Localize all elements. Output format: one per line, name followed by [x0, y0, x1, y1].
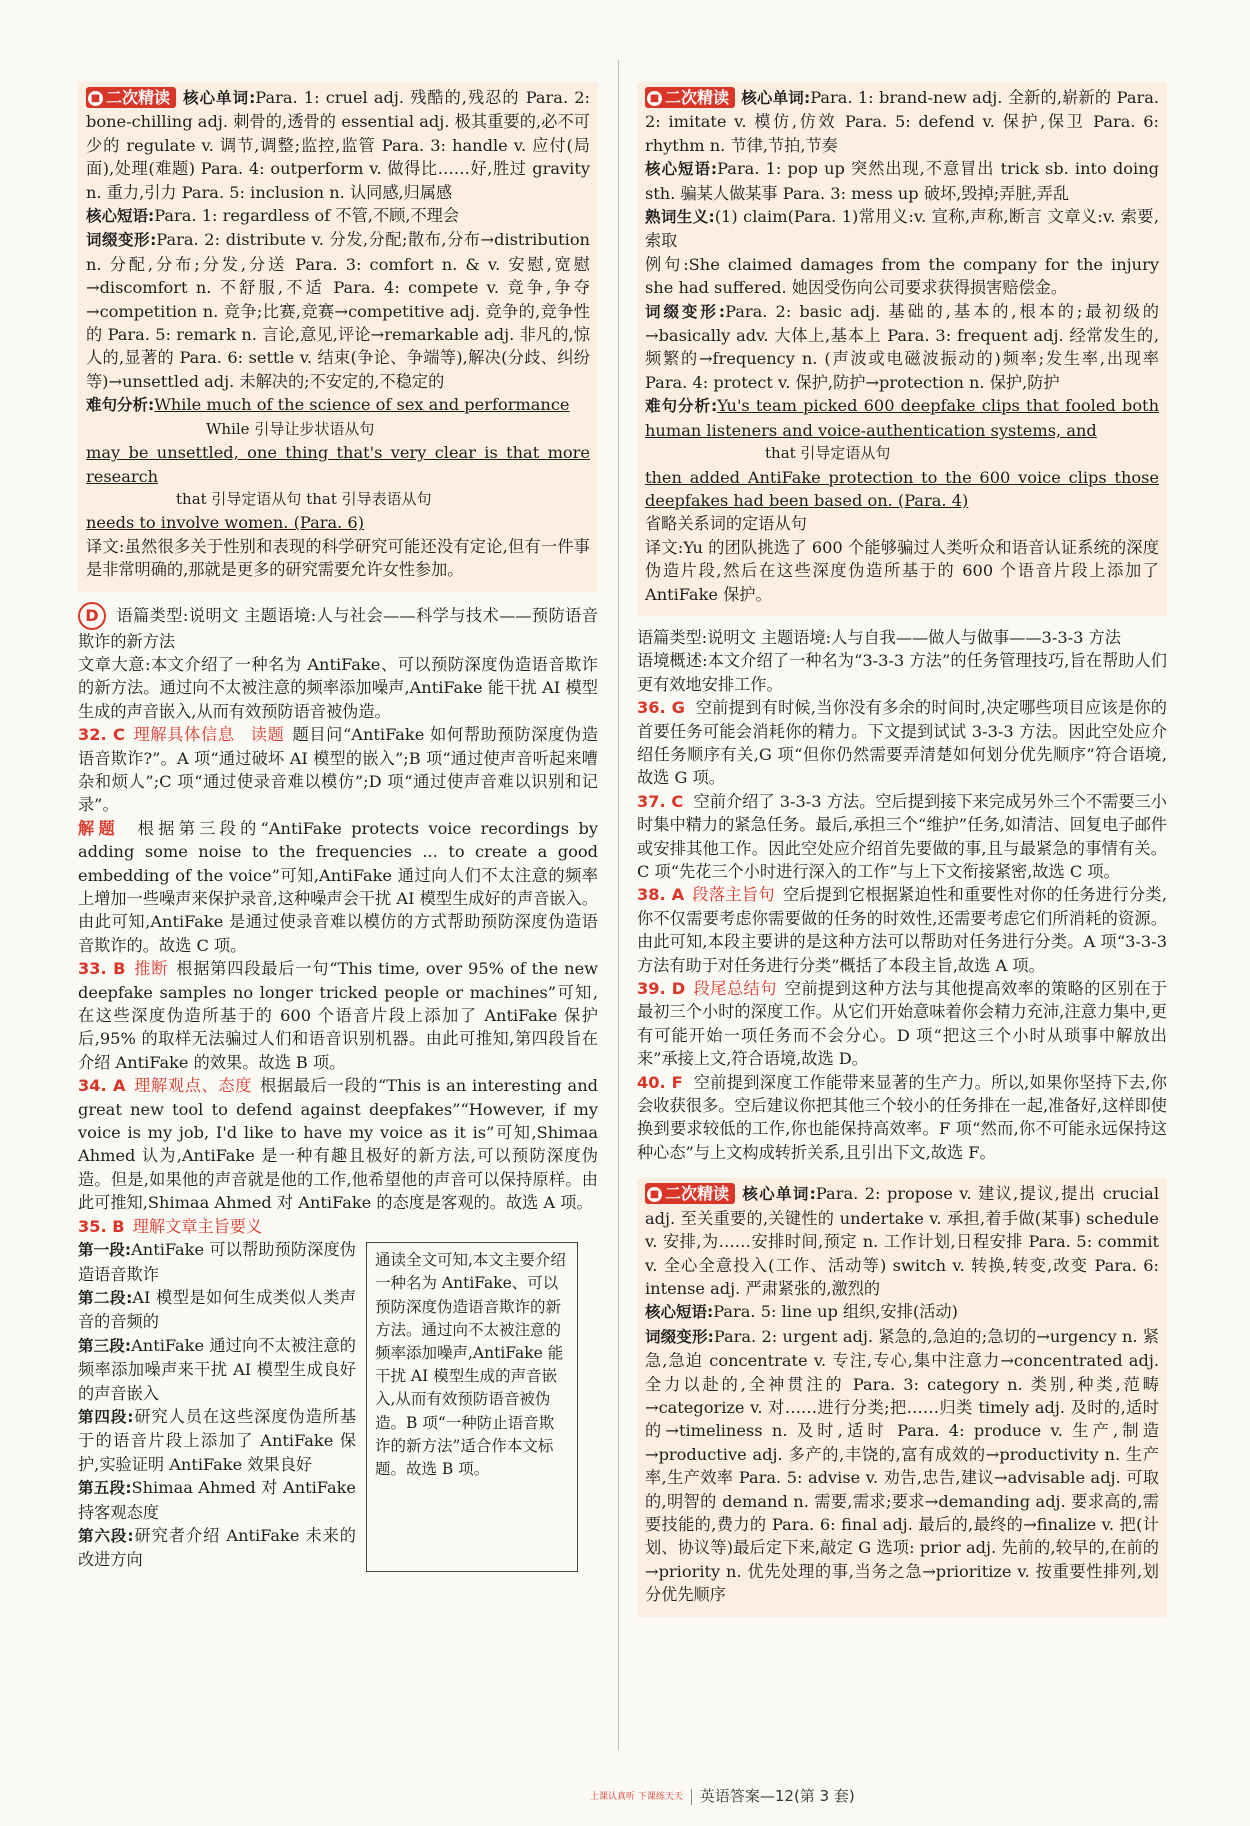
book-icon: ■: [647, 1187, 662, 1202]
column-divider: [618, 60, 619, 1750]
answer-36: 36. G 空前提到有时候,当你没有多余的时间时,决定哪些项目应该是你的首要任务可能会消耗你的精力。下文提到试试 3-3-3 方法。因此空处应介绍任务顺序有关,G 项“但你仍然需要弄清楚如何划分优先顺序”符合语境,故选 G 项。: [637, 698, 1167, 788]
difficult-sentence: While much of the science of sex and performance: [154, 395, 570, 415]
answer-40: 40. F 空前提到深度工作能带来显著的生产力。所以,如果你坚持下去,你会收获很多。空后建议你把其他三个较小的任务排在一起,准备好,这样即使换到要求较低的工作,你也能保持高效率。F 项“然而,你不可能永远保持这种心态”与上文构成转折关系,且引出下文,故选 F。: [637, 1072, 1167, 1162]
answer-35-box: 通读全文可知,本文主要介绍一种名为 AntiFake、可以预防深度伪造语音欺诈的新方法。通过向不太被注意的频率添加噪声,AntiFake 能干扰 AI 模型生成的声音嵌入,从而有效预防语音被伪造。B 项“一种防止语音欺诈的新方法”适合作本文标题。故选 B 项。: [366, 1242, 578, 1572]
genre-line: 语篇类型:说明文 主题语境:人与社会——科学与技术——预防语音欺诈的新方法: [78, 605, 598, 651]
example-sentence: 例句:She claimed damages from the company for the injury she had suffered. 她因受伤向公司要求获得损害赔偿金。: [645, 254, 1159, 298]
summary: 文章大意:本文介绍了一种名为 AntiFake、可以预防深度伪造语音欺诈的新方法。通过向不太被注意的频率添加噪声,AntiFake 能干扰 AI 模型生成的声音嵌入,从而有效预防语音被伪造。: [78, 654, 598, 721]
difficult-sentence: needs to involve women. (Para. 6): [86, 513, 365, 533]
right-column: [637, 82, 1167, 1627]
page-number: 英语答案—12(第 3 套): [699, 1787, 855, 1805]
translation: 译文:虽然很多关于性别和表现的科学研究可能还没有定论,但有一件事是非常明确的,那就是更多的研究需要允许女性参加。: [86, 536, 590, 580]
answer-34: 34. A 理解观点、态度 根据最后一段的“This is an interesting and great new tool to defend against deepfakes”“However, if my voice is my job, I'd like to have my voice as it is”可知,Shimaa Ahmed 认为,AntiFake 是一种有趣且极好的新方法,可以预防深度伪造。但是,如果他的声音就是他的工作,他希望他的声音可以保持原样。由此可推知,Shimaa Ahmed 对 AntiFake 的态度是客观的。故选 A 项。: [78, 1076, 598, 1213]
sentence-annotation: that 引导定语从句 that 引导表语从句: [176, 489, 432, 508]
answer-33: 33. B 推断 根据第四段最后一句“This time, over 95% of the new deepfake samples no longer tricked people or machines”可知,在这些深度伪造所基于的 600 个语音片段上添加了 AntiFake 保护后,95% 的取样无法骗过人们和语音识别机器。由此可推知,第四段旨在介绍 AntiFake 的效果。故选 B 项。: [78, 959, 599, 1072]
genre-line: 语篇类型:说明文 主题语境:人与自我——做人与做事——3-3-3 方法: [637, 627, 1121, 647]
vocab-text: Para. 1: brand-new adj. 全新的,崭新的 Para. 2: imitate v. 模仿,仿效 Para. 5: defend v. 保护,保卫 Para. 6: rhythm n. 节律,节拍,节奏: [645, 88, 1159, 155]
sentence-annotation: that 引导定语从句: [765, 444, 891, 463]
answer-37: 37. C 空前介绍了 3-3-3 方法。空后提到接下来完成另外三个不需要三小时集中精力的紧急任务。最后,承担三个“维护”任务,如清洁、回复电子邮件或安排其他工作。因此空处应介绍首先要做的事,且与最紧急的事情有关。C 项“先花三个小时进行深入的工作”与上下文衔接紧密,故选 C 项。: [637, 791, 1167, 881]
answer-35: 35. B 理解文章主旨要义: [78, 1216, 263, 1236]
paragraph-summary: 第一段:AntiFake 可以帮助预防深度伪造语音欺诈 第二段:AI 模型是如何生成类似人类声音的音频的 第三段:AntiFake 通过向不太被注意的频率添加噪声来干扰 AI 模型生成良好的声音嵌入 第四段:研究人员在这些深度伪造所基于的语音片段上添加了 AntiFake 保护,实验证明 AntiFake 效果良好 第五段:Shimaa Ahmed 对 AntiFake 持客观态度 第六段:研究者介绍 AntiFake 未来的改进方向 通读全文可知,本文主要介绍一种名为 AntiFake、可以预防深度伪造语音欺诈的新方法。通过向不太被注意的频率添加噪声,AntiFake 能干扰 AI 模型生成的声音嵌入,从而有效预防语音被伪造。B 项“一种防止语音欺诈的新方法”适合作本文标题。故选 B 项。: [78, 1238, 598, 1572]
reread-box-e: ■ 二次精读 核心单词:Para. 2: propose v. 建议,提议,提出 crucial adj. 至关重要的,关键性的 undertake v. 承担,着手做(某事) schedule v. 安排,为……安排时间,预定 n. 工作计划,日程安排 Para. 5: commit v. 全心全意投入(工作、活动等) switch v. 转换,转变,改变 Para. 6: intense adj. 严肃紧张的,激烈的 核心短语:Para. 5: line up 组织,安排(活动) 词缀变形:Para. 2: urgent adj. 紧急的,急迫的;急切的→urgency n. 紧急,急迫 concentrate v. 专注,专心,集中注意力→concentrated adj. 全力以赴的,全神贯注的 Para. 3: category n. 类别,种类,范畴→categorize v. 对……进行分类;把……归类 timely adj. 及时的,适时的→timeliness n. 及时,适时 Para. 4: produce v. 生产,制造→productive adj. 多产的,丰饶的,富有成效的→productivity n. 生产率,生产效率 Para. 5: advise v. 劝告,忠告,建议→advisable adj. 可取的,明智的 demand n. 需要,需求;要求→demanding adj. 要求高的,需要技能的,费力的 Para. 6: final adj. 最后的,最终的→finalize v. 把(计划、协议等)最后定下来,敲定 G 选项: prior adj. 先前的,较早的,在前的→priority n. 优先处理的事,当务之急→prioritize v. 按重要性排列,划分优先顺序: [637, 1178, 1167, 1616]
reread-badge: ■ 二次精读: [86, 87, 176, 108]
translation: 译文:Yu 的团队挑选了 600 个能够骗过人类听众和语音认证系统的深度伪造片段,然后在这些深度伪造所基于的 600 个语音片段上添加了 AntiFake 保护。: [645, 537, 1159, 604]
reread-box-d: ■ 二次精读 核心单词:Para. 1: brand-new adj. 全新的,崭新的 Para. 2: imitate v. 模仿,仿效 Para. 5: defend v. 保护,保卫 Para. 6: rhythm n. 节律,节拍,节奏 核心短语:Para. 1: pop up 突然出现,不意冒出 trick sb. into doing sth. 骗某人做某事 Para. 3: mess up 破坏,毁掉;弄脏,弄乱 熟词生义:(1) claim(Para. 1)常用义:v. 宣称,声称,断言 文章义:v. 索要,索取 例句:She claimed damages from the company for the injury she had suffered. 她因受伤向公司要求获得损害赔偿金。 词缀变形:Para. 2: basic adj. 基础的,基本的,根本的;最初级的→basically adv. 大体上,基本上 Para. 3: frequent adj. 经常发生的,频繁的→frequency n. (声波或电磁波振动的)频率;发生率,出现率 Para. 4: protect v. 保护,防护→protection n. 保护,防护 难句分析:Yu's team picked 600 deepfake clips that fooled both human listeners and voice-authentication systems, and that 引导定语从句 then added AntiFake protection to the 600 voice clips those deepfakes had been based on. (Para. 4) 省略关系词的定语从句 译文:Yu 的团队挑选了 600 个能够骗过人类听众和语音认证系统的深度伪造片段,然后在这些深度伪造所基于的 600 个语音片段上添加了 AntiFake 保护。: [637, 82, 1167, 616]
vocab-text: Para. 1: cruel adj. 残酷的,残忍的 Para. 2: bone-chilling adj. 刺骨的,透骨的 essential adj. 极其重要的,必不可少的 regulate v. 调节,调整;监控,监管 Para. 3: handle v. 应付(局面),处理(难题) Para. 4: outperform v. 做得比……好,胜过 gravity n. 重力,引力 Para. 5: inclusion n. 认同感,归属感: [86, 88, 591, 202]
sentence-annotation: While 引导让步状语从句: [206, 419, 375, 438]
difficult-sentence: then added AntiFake protection to the 600 voice clips those deepfakes had been based on. (Para. 4): [645, 467, 1159, 510]
reread-badge: ■ 二次精读: [645, 1183, 735, 1204]
reread-box-c: ■ 二次精读 核心单词:Para. 1: cruel adj. 残酷的,残忍的 Para. 2: bone-chilling adj. 刺骨的,透骨的 essential adj. 极其重要的,必不可少的 regulate v. 调节,调整;监控,监管 Para. 3: handle v. 应付(局面),处理(难题) Para. 4: outperform v. 做得比……好,胜过 gravity n. 重力,引力 Para. 5: inclusion n. 认同感,归属感 核心短语:Para. 1: regardless of 不管,不顾,不理会 词缀变形:Para. 2: distribute v. 分发,分配;散布,分布→distribution n. 分配,分布;分发,分送 Para. 3: comfort n. & v. 安慰,宽慰→discomfort n. 不舒服,不适 Para. 4: compete v. 竞争,争夺→competition n. 竞争;比赛,竞赛→competitive adj. 竞争的,竞争性的 Para. 5: remark n. 言论,意见,评论→remarkable adj. 非凡的,惊人的,显著的 Para. 6: settle v. 结束(争论、争端等),解决(分歧、纠纷等)→unsettled adj. 未解决的;不安定的,不稳定的 难句分析:While much of the science of sex and performance While 引导让步状语从句 may be unsettled, one thing that's very clear is that more research that 引导定语从句 that 引导表语从句 needs to involve women. (Para. 6) 译文:虽然很多关于性别和表现的科学研究可能还没有定论,但有一件事是非常明确的,那就是更多的研究需要允许女性参加。: [78, 82, 598, 592]
publisher-logo: 上课认真听 下课练天天: [590, 1791, 683, 1802]
difficult-sentence: may be unsettled, one thing that's very clear is that more research: [86, 443, 590, 486]
answer-38: 38. A 段落主旨句 空后提到它根据紧迫性和重要性对你的任务进行分类,你不仅需要考虑你需要做的任务的时效性,还需要考虑它们所消耗的资源。由此可知,本段主要讲的是这种方法可以帮助对任务进行分类。A 项“3-3-3 方法有助于对任务进行分类”概括了本段主旨,故选 A 项。: [637, 885, 1167, 975]
book-icon: ■: [88, 91, 103, 106]
answer-39: 39. D 段尾总结句 空前提到这种方法与其他提高效率的策略的区别在于最初三个小时的深度工作。从它们开始意味着你会精力充沛,注意力集中,更有可能开始一项任务而不会分心。D 项“把这三个小时从琐事中解放出来”承接上文,符合语境,故选 D。: [637, 979, 1168, 1069]
phrase-text: Para. 1: regardless of 不管,不顾,不理会: [154, 206, 460, 226]
sentence-annotation: 省略关系词的定语从句: [645, 514, 807, 534]
difficult-sentence: Yu's team picked 600 deepfake clips that fooled both human listeners and voice-authentication systems, and: [645, 396, 1159, 440]
morph-text: Para. 2: distribute v. 分发,分配;散布,分布→distribution n. 分配,分布;分发,分送 Para. 3: comfort n. & v. 安慰,宽慰→discomfort n. 不舒服,不适 Para. 4: compete v. 竞争,争夺→competition n. 竞争;比赛,竞赛→competitive adj. 竞争的,竞争性的 Para. 5: remark n. 言论,意见,评论→remarkable adj. 非凡的,惊人的,显著的 Para. 6: settle v. 结束(争论、争端等),解决(分歧、纠纷等)→unsettled adj. 未解决的;不安定的,不稳定的: [86, 230, 590, 391]
section-d-icon: D: [78, 602, 106, 630]
answer-32: 32. C 理解具体信息 读题 题目问“AntiFake 如何帮助预防深度伪造语音欺诈?”。A 项“通过破坏 AI 模型的嵌入”;B 项“通过使声音听起来嘈杂和烦人”;C 项“通过使录音难以模仿”;D 项“通过使声音难以识别和记录”。: [78, 725, 599, 815]
left-column: ■ 二次精读 核心单词:Para. 1: cruel adj. 残酷的,残忍的 Para. 2: bone-chilling adj. 刺骨的,透骨的 essential adj. 极其重要的,必不可少的 regulate v. 调节,调整;监控,监管 Para. 3: handle v. 应付(局面),处理(难题) Para. 4: outperform v. 做得比……好,胜过 gravity n. 重力,引力 Para. 5: inclusion n. 认同感,归属感 核心短语:Para. 1: regardless of 不管,不顾,不理会 词缀变形:Para. 2: distribute v. 分发,分配;散布,分布→distribution n. 分配,分布;分发,分送 Para. 3: comfort n. & v. 安慰,宽慰→discomfort n. 不舒服,不适 Para. 4: compete v. 竞争,争夺→competition n. 竞争;比赛,竞赛→competitive adj. 竞争的,竞争性的 Para. 5: remark n. 言论,意见,评论→remarkable adj. 非凡的,惊人的,显著的 Para. 6: settle v. 结束(争论、争端等),解决(分歧、纠纷等)→unsettled adj. 未解决的;不安定的,不稳定的 难句分析:While much of the science of sex and performance While 引导让步状语从句 may be unsettled, one thing that's very clear is that more research that 引导定语从句 that 引导表语从句 needs to involve women. (Para. 6) 译文:虽然很多关于性别和表现的科学研究可能还没有定论,但有一件事是非常明确的,那就是更多的研究需要允许女性参加。 D 语篇类型:说明文 主题语境:人与社会——科学与技术——预防语音欺诈的新方法 文章大意:本文介绍了一种名为 AntiFake、可以预防深度伪造语音欺诈的新方法。通过向不太被注意的频率添加噪声,AntiFake 能干扰 AI 模型生成的声音嵌入,从而有效预防语音被伪造。 32. C 理解具体信息 读题 题目问“AntiFake 如何帮助预防深度伪造语音欺诈?”。A 项“通过破坏 AI 模型的嵌入”;B 项“通过使声音听起来嘈杂和烦人”;C 项“通过使录音难以模仿”;D 项“通过使声音难以识别和记录”。 解题 根据第三段的“AntiFake protects voice recordings by adding some noise to the frequencies ... to create a good embedding of the voice”可知,AntiFake 通过向人们不太注意的频率上增加一些噪声来保护录音,这种噪声会干扰 AI 模型生成好的声音嵌入。由此可知,AntiFake 是通过使录音难以模仿的方式帮助预防深度伪造语音欺诈的。故选 C 项。 33. B 推断 根据第四段最后一句“This time, over 95% of the new deepfake samples no longer tricked people or machines”可知,在这些深度伪造所基于的 600 个语音片段上添加了 AntiFake 保护后,95% 的取样无法骗过人们和语音识别机器。由此可推知,第四段旨在介绍 AntiFake 的效果。故选 B 项。 34. A 理解观点、态度 根据最后一段的“This is an interesting and great new tool to defend against deepfakes”“However, if my voice is my job, I'd like to have my voice as it is”可知,Shimaa Ahmed 认为,AntiFake 是一种有趣且极好的新方法,可以预防深度伪造。但是,如果他的声音就是他的工作,他希望他的声音可以保持原样。由此可推知,Shimaa Ahmed 对 AntiFake 的态度是客观的。故选 A 项。 35. B 理解文章主旨要义 第一段:AntiFake 可以帮助预防深度伪造语音欺诈 第二段:AI 模型是如何生成类似人类声音的音频的 第三段:AntiFake 通过向不太被注意的频率添加噪声来干扰 AI 模型生成良好的声音嵌入 第四段:研究人员在这些深度伪造所基于的语音片段上添加了 AntiFake 保护,实验证明 AntiFake 效果良好 第五段:Shimaa Ahmed 对 AntiFake 持客观态度 第六段:研究者介绍 AntiFake 未来的改进方向 通读全文可知,本文主要介绍一种名为 AntiFake、可以预防深度伪造语音欺诈的新方法。通过向不太被注意的频率添加噪声,AntiFake 能干扰 AI 模型生成的声音嵌入,从而有效预防语音被伪造。B 项“一种防止语音欺诈的新方法”适合作本文标题。故选 B 项。: [78, 82, 598, 1572]
book-icon: ■: [647, 91, 662, 106]
reread-badge: ■ 二次精读: [645, 87, 735, 108]
summary: 语境概述:本文介绍了一种名为“3-3-3 方法”的任务管理技巧,旨在帮助人们更有效地安排工作。: [637, 651, 1167, 694]
page-footer: [590, 1785, 855, 1808]
